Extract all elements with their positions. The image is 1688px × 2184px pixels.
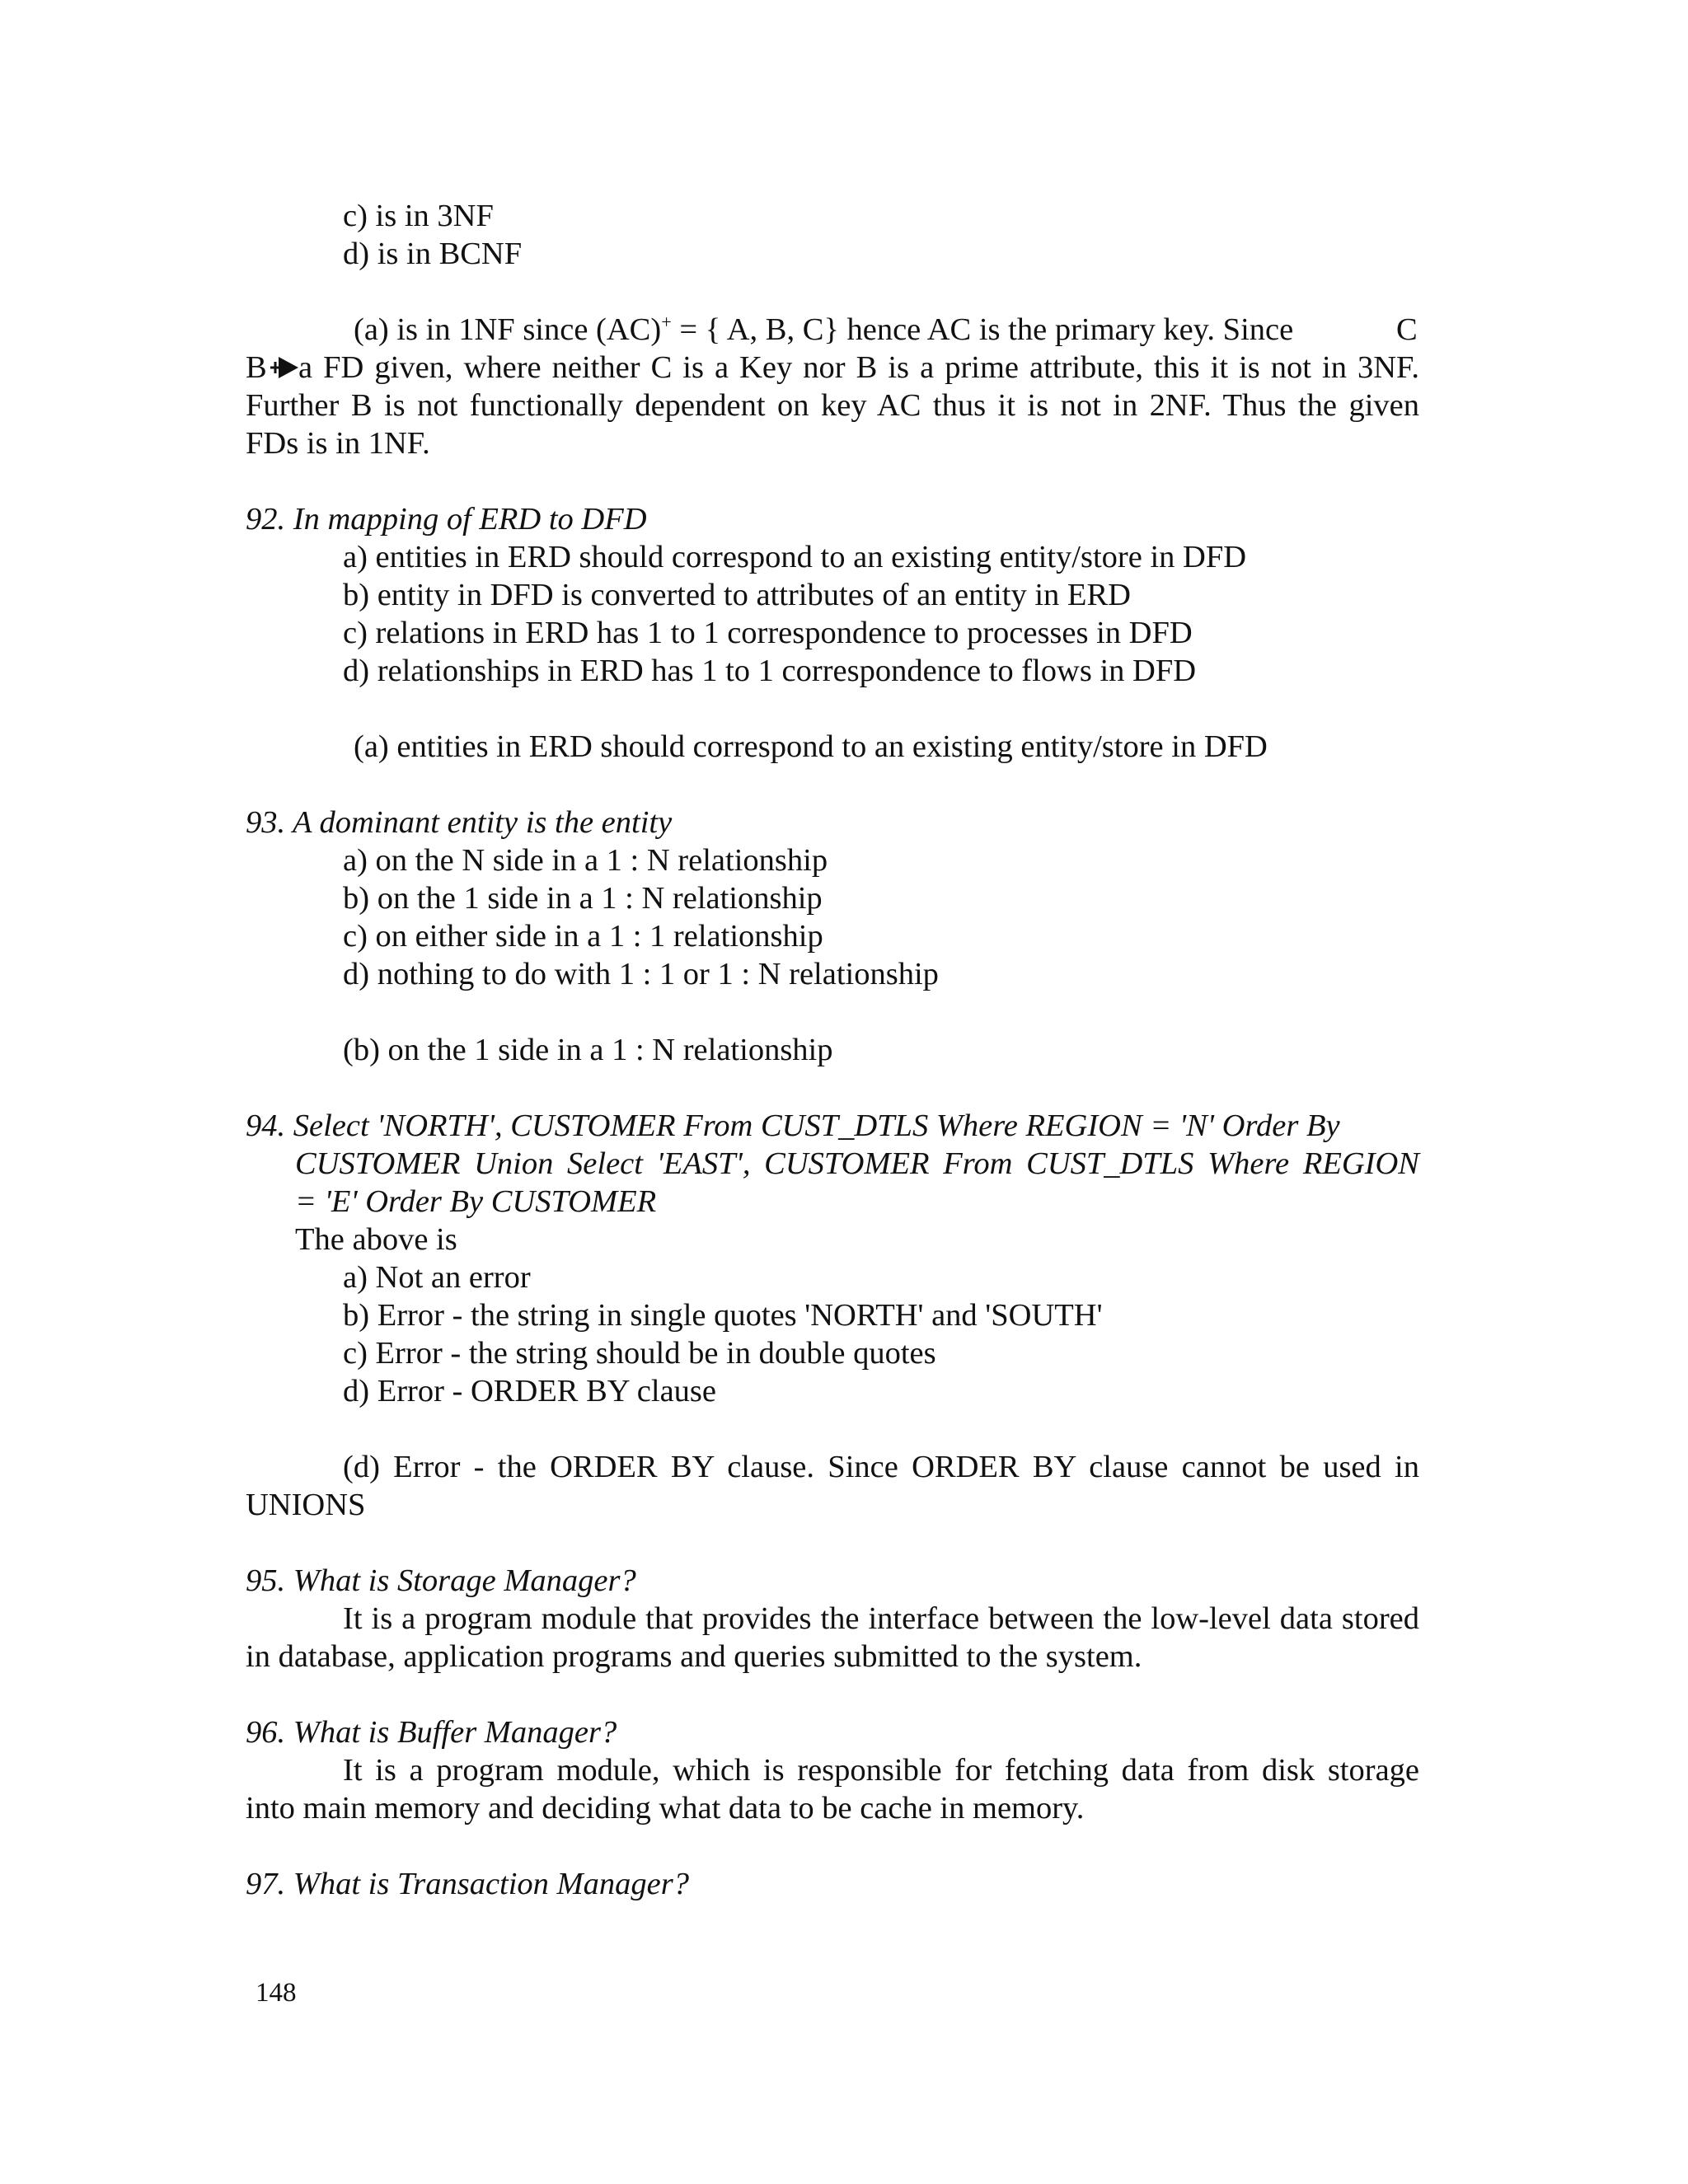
q92-option-c: c) relations in ERD has 1 to 1 correspondence to processes in DFD xyxy=(343,616,1193,650)
q94-option-a: a) Not an error xyxy=(343,1260,531,1295)
q93-answer: (b) on the 1 side in a 1 : N relationship xyxy=(343,1033,833,1067)
q94-question-line2: CUSTOMER Union Select 'EAST', CUSTOMER From CUST_DTLS Where REGION xyxy=(295,1146,1419,1181)
q93-option-a: a) on the N side in a 1 : N relationship xyxy=(343,843,828,878)
q94-option-c: c) Error - the string should be in double quotes xyxy=(343,1336,936,1371)
q95-answer-line2: in database, application programs and queries submitted to the system. xyxy=(246,1639,1142,1674)
q91-answer-line1-end: C xyxy=(1396,312,1418,347)
q93-option-d: d) nothing to do with 1 : 1 or 1 : N relationship xyxy=(343,957,939,991)
q96-question: 96. What is Buffer Manager? xyxy=(246,1715,617,1750)
fd-arrow-icon xyxy=(269,349,302,387)
q93-question: 93. A dominant entity is the entity xyxy=(246,805,673,840)
q91-option-c: c) is in 3NF xyxy=(343,199,494,233)
q91-answer-line1: (a) is in 1NF since (AC)+ = { A, B, C} hence AC is the primary key. Since xyxy=(354,312,1294,347)
q94-stem: The above is xyxy=(295,1222,457,1257)
q93-option-b: b) on the 1 side in a 1 : N relationship xyxy=(343,881,823,916)
q92-option-a: a) entities in ERD should correspond to an existing entity/store in DFD xyxy=(343,540,1247,574)
q92-option-b: b) entity in DFD is converted to attributes of an entity in ERD xyxy=(343,578,1131,612)
q92-answer: (a) entities in ERD should correspond to an existing entity/store in DFD xyxy=(354,729,1268,764)
q91-answer-line3: Further B is not functionally dependent on key AC thus it is not in 2NF. Thus the given xyxy=(246,388,1419,423)
q94-question-line1: 94. Select 'NORTH', CUSTOMER From CUST_DTLS Where REGION = 'N' Order By xyxy=(246,1108,1340,1143)
q91-option-d: d) is in BCNF xyxy=(343,237,523,271)
q94-answer-line2: UNIONS xyxy=(246,1488,366,1522)
q91-answer-line4: FDs is in 1NF. xyxy=(246,426,430,461)
q96-answer-line1: It is a program module, which is responsible for fetching data from disk storage xyxy=(343,1753,1419,1788)
q95-answer-line1: It is a program module that provides the interface between the low-level data stored xyxy=(343,1601,1419,1636)
page-number: 148 xyxy=(256,1978,297,2008)
q94-option-d: d) Error - ORDER BY clause xyxy=(343,1374,716,1408)
q91-answer-line2: a FD given, where neither C is a Key nor B is a prime attribute, this it is not in 3NF. xyxy=(298,350,1419,385)
q94-option-b: b) Error - the string in single quotes 'NORTH' and 'SOUTH' xyxy=(343,1298,1103,1333)
q93-option-c: c) on either side in a 1 : 1 relationship xyxy=(343,919,823,954)
q92-question: 92. In mapping of ERD to DFD xyxy=(246,502,647,537)
q96-answer-line2: into main memory and deciding what data to be cache in memory. xyxy=(246,1791,1085,1825)
q94-answer-line1: (d) Error - the ORDER BY clause. Since ORDER BY clause cannot be used in xyxy=(343,1450,1419,1484)
q94-question-line3: = 'E' Order By CUSTOMER xyxy=(295,1184,657,1219)
q97-question: 97. What is Transaction Manager? xyxy=(246,1867,689,1901)
q91-answer-line2-start: B xyxy=(246,350,267,385)
q95-question: 95. What is Storage Manager? xyxy=(246,1563,636,1598)
q92-option-d: d) relationships in ERD has 1 to 1 correspondence to flows in DFD xyxy=(343,654,1197,688)
